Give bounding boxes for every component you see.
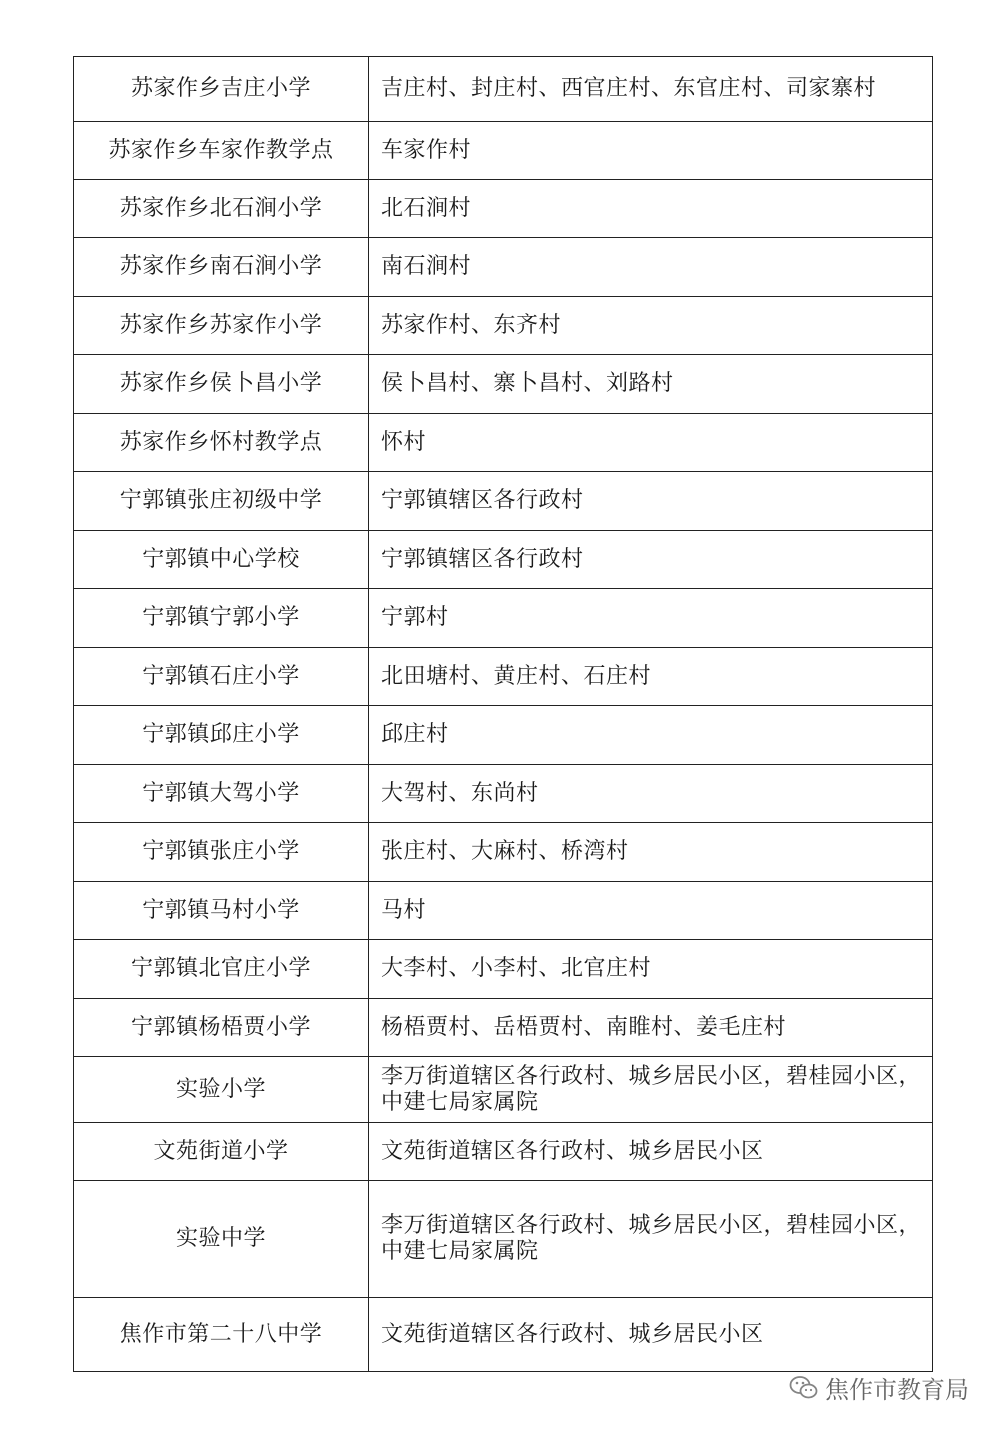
table-row — [74, 297, 933, 355]
table-row — [74, 57, 933, 122]
enrollment-area-cell: 李万街道辖区各行政村、城乡居民小区，碧桂园小区，中建七局家属院 — [369, 1057, 933, 1123]
enrollment-area-cell: 南石涧村 — [369, 238, 933, 297]
school-name-cell: 苏家作乡南石涧小学 — [74, 238, 369, 297]
table-row — [74, 882, 933, 940]
table-row — [74, 940, 933, 999]
table-row — [74, 999, 933, 1057]
table-row — [74, 1181, 933, 1298]
table-row — [74, 1298, 933, 1372]
table-row — [74, 531, 933, 589]
school-name-cell: 宁郭镇杨梧贾小学 — [74, 999, 369, 1057]
table-row — [74, 180, 933, 238]
enrollment-area-cell: 马村 — [369, 882, 933, 940]
table-row — [74, 648, 933, 706]
enrollment-area-cell: 大李村、小李村、北官庄村 — [369, 940, 933, 999]
table-row — [74, 823, 933, 882]
enrollment-area-cell: 怀村 — [369, 414, 933, 472]
enrollment-area-cell: 北田塘村、黄庄村、石庄村 — [369, 648, 933, 706]
enrollment-area-cell: 吉庄村、封庄村、西官庄村、东官庄村、司家寨村 — [369, 57, 933, 122]
school-name-cell: 宁郭镇北官庄小学 — [74, 940, 369, 999]
enrollment-area-cell: 大驾村、东尚村 — [369, 765, 933, 823]
enrollment-area-cell: 宁郭村 — [369, 589, 933, 648]
enrollment-area-cell: 宁郭镇辖区各行政村 — [369, 472, 933, 531]
table-row — [74, 1057, 933, 1123]
watermark-text: 焦作市教育局 — [825, 1376, 969, 1404]
school-name-cell: 苏家作乡吉庄小学 — [74, 57, 369, 122]
school-name-cell: 苏家作乡北石涧小学 — [74, 180, 369, 238]
school-name-cell: 文苑街道小学 — [74, 1123, 369, 1181]
school-name-cell: 苏家作乡怀村教学点 — [74, 414, 369, 472]
table-row — [74, 355, 933, 414]
school-district-table — [73, 56, 933, 1372]
watermark — [789, 1370, 969, 1405]
table-row — [74, 414, 933, 472]
enrollment-area-cell: 杨梧贾村、岳梧贾村、南睢村、姜毛庄村 — [369, 999, 933, 1057]
enrollment-area-cell: 宁郭镇辖区各行政村 — [369, 531, 933, 589]
school-name-cell: 宁郭镇石庄小学 — [74, 648, 369, 706]
table-row — [74, 238, 933, 297]
enrollment-area-cell: 文苑街道辖区各行政村、城乡居民小区 — [369, 1123, 933, 1181]
enrollment-area-cell: 车家作村 — [369, 122, 933, 180]
enrollment-area-cell: 侯卜昌村、寨卜昌村、刘路村 — [369, 355, 933, 414]
school-name-cell: 宁郭镇马村小学 — [74, 882, 369, 940]
school-name-cell: 宁郭镇大驾小学 — [74, 765, 369, 823]
table-row — [74, 122, 933, 180]
enrollment-area-cell: 李万街道辖区各行政村、城乡居民小区，碧桂园小区，中建七局家属院 — [369, 1181, 933, 1298]
enrollment-area-cell: 文苑街道辖区各行政村、城乡居民小区 — [369, 1298, 933, 1372]
school-name-cell: 焦作市第二十八中学 — [74, 1298, 369, 1372]
school-name-cell: 苏家作乡苏家作小学 — [74, 297, 369, 355]
enrollment-area-cell: 北石涧村 — [369, 180, 933, 238]
school-name-cell: 实验小学 — [74, 1057, 369, 1123]
enrollment-area-cell: 张庄村、大麻村、桥湾村 — [369, 823, 933, 882]
table-row — [74, 765, 933, 823]
school-name-cell: 宁郭镇张庄小学 — [74, 823, 369, 882]
table-row — [74, 1123, 933, 1181]
school-name-cell: 宁郭镇张庄初级中学 — [74, 472, 369, 531]
school-name-cell: 实验中学 — [74, 1181, 369, 1298]
table-row — [74, 706, 933, 765]
table-row — [74, 472, 933, 531]
enrollment-area-cell: 苏家作村、东齐村 — [369, 297, 933, 355]
school-name-cell: 宁郭镇中心学校 — [74, 531, 369, 589]
wechat-icon — [789, 1375, 819, 1401]
school-name-cell: 宁郭镇邱庄小学 — [74, 706, 369, 765]
school-name-cell: 宁郭镇宁郭小学 — [74, 589, 369, 648]
table-body — [74, 57, 933, 1372]
table-row — [74, 589, 933, 648]
school-name-cell: 苏家作乡车家作教学点 — [74, 122, 369, 180]
enrollment-area-cell: 邱庄村 — [369, 706, 933, 765]
school-name-cell: 苏家作乡侯卜昌小学 — [74, 355, 369, 414]
